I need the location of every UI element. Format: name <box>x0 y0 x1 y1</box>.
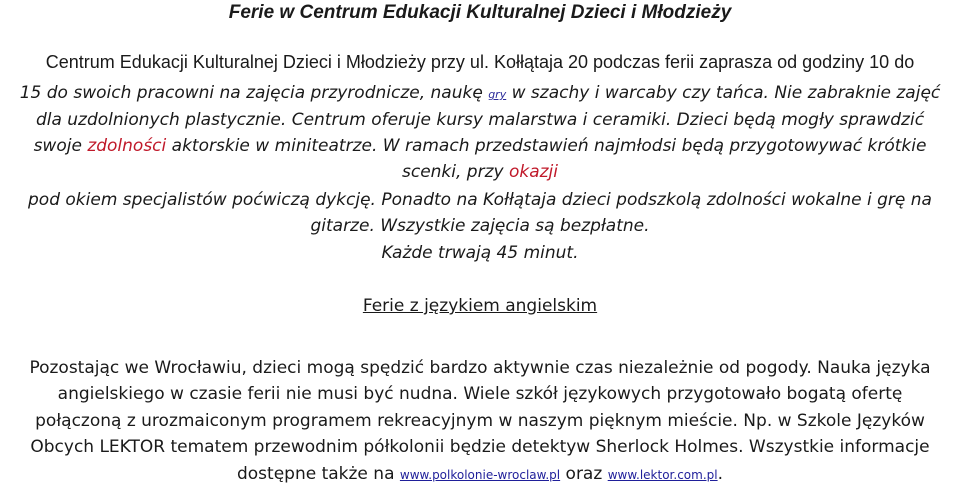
section-heading: Ferie z językiem angielskim <box>362 296 598 316</box>
para2-line4: Obcych LEKTOR tematem przewodnim półkolonii będzie detektyw Sherlock Holmes. Wszystkie informacje <box>30 437 930 457</box>
para1-line1: Centrum Edukacji Kulturalnej Dzieci i Młodzieży przy ul. Kołłątaja 20 podczas ferii zaprasza od godziny 10 do <box>45 52 915 72</box>
para1-line7: gitarze. Wszystkie zajęcia są bezpłatne. <box>310 216 650 236</box>
para2-line2: angielskiego w czasie ferii nie musi być nudna. Wiele szkół językowych przygotowało bogatą ofertę <box>57 384 903 404</box>
para1-line5 <box>0 162 960 182</box>
para1-line8: Każde trwają 45 minut. <box>381 243 579 263</box>
text-span: scenki, przy <box>401 162 504 182</box>
para2-line1: Pozostając we Wrocławiu, dzieci mogą spędzić bardzo aktywnie czas niezależnie od pogody. Nauka języka <box>29 358 931 378</box>
para2-line3: połączoną z urozmaiconym programem rekreacyjnym w naszym pięknym mieście. Np. w Szkole Języków <box>35 411 925 431</box>
para1-line4 <box>0 136 960 156</box>
link-gry[interactable]: gry <box>488 88 507 101</box>
text-span: w szachy i warcaby czy tańca. Nie zabraknie zajęć <box>511 83 941 103</box>
para1-line3: dla uzdolnionych plastycznie. Centrum oferuje kursy malarstwa i ceramiki. Dzieci będą mogły sprawdzić <box>35 110 925 130</box>
text-span: aktorskie w miniteatrze. W ramach przedstawień najmłodsi będą przygotowywać krótkie <box>171 136 927 156</box>
link-zdolnosci[interactable]: zdolności <box>87 136 167 156</box>
page-title: Ferie w Centrum Edukacji Kulturalnej Dzieci i Młodzieży <box>228 2 732 23</box>
link-polkolonie[interactable]: www.polkolonie-wroclaw.pl <box>399 468 561 482</box>
text-span: 15 do swoich pracowni na zajęcia przyrodnicze, naukę <box>19 83 483 103</box>
para1-line2 <box>0 83 960 103</box>
link-okazji[interactable]: okazji <box>508 162 559 182</box>
text-span: dostępne także na <box>236 464 395 484</box>
para1-line6: pod okiem specjalistów poćwiczą dykcję. Ponadto na Kołłątaja dzieci podszkolą zdolności wokalne i grę na <box>28 190 932 210</box>
link-lektor[interactable]: www.lektor.com.pl <box>607 468 718 482</box>
text-span: oraz <box>565 464 603 484</box>
text-span: swoje <box>33 136 82 156</box>
para2-line5 <box>0 464 960 484</box>
text-span: . <box>717 464 724 484</box>
